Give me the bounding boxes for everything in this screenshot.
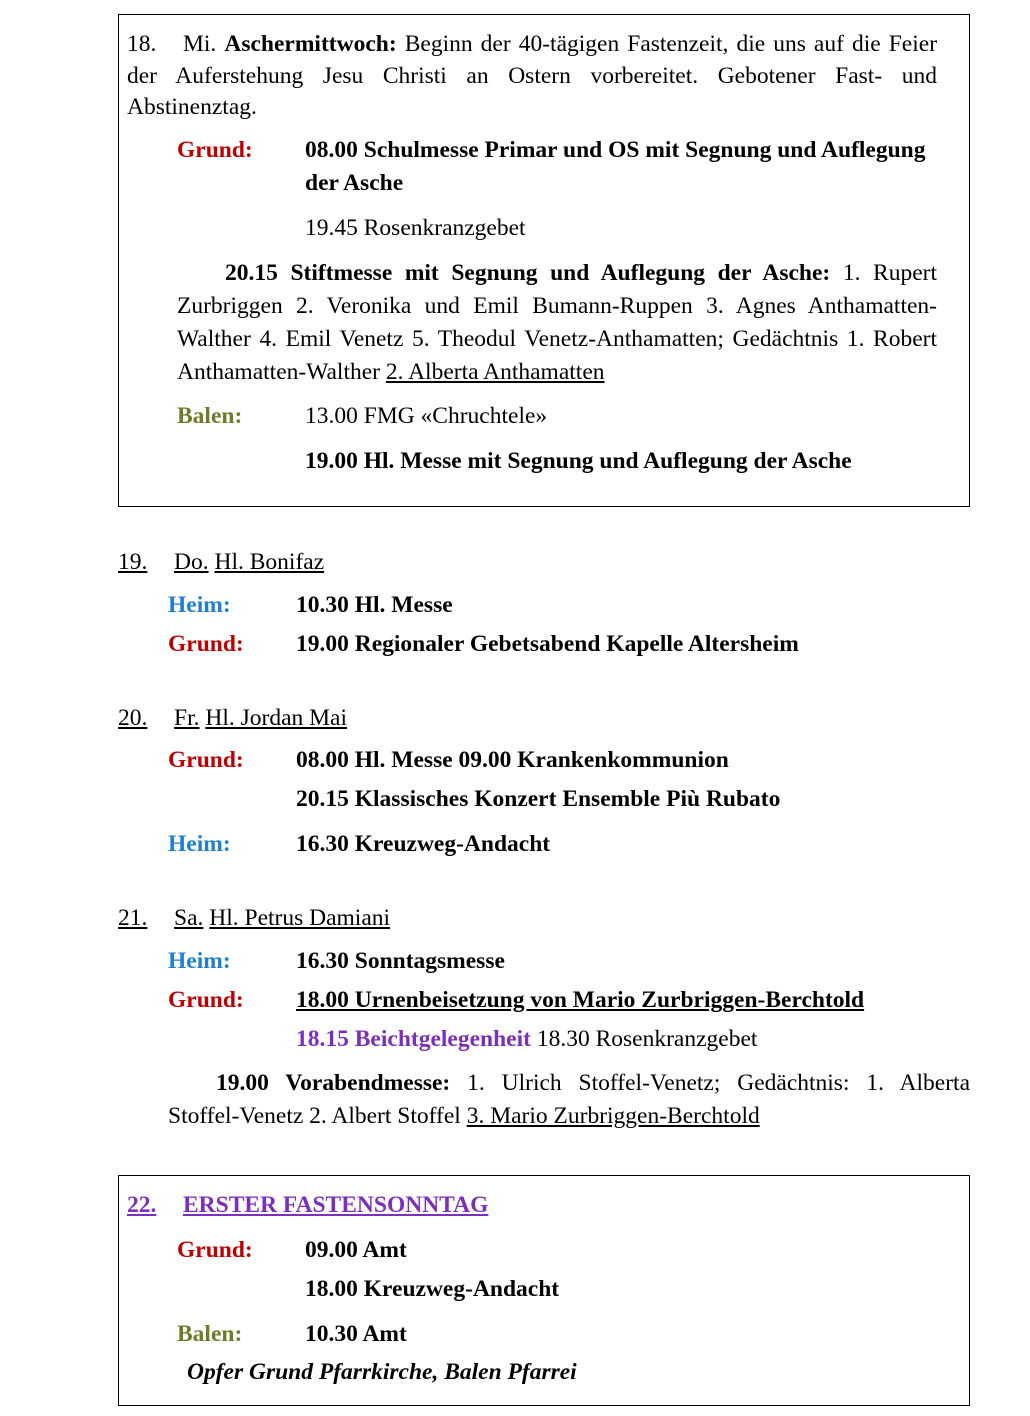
entry-18-stiftmesse-underlined: 2. Alberta Anthamatten	[385, 358, 605, 385]
entry-22-grund-text: 09.00 Amt	[305, 1237, 407, 1264]
entry-22-row-balen	[127, 1318, 937, 1351]
entry-18-stiftmesse-label: 20.15 Stiftmesse mit Segnung und Auflegung der Asche:	[225, 259, 831, 286]
entry-20-row-heim	[118, 828, 970, 861]
label-grund: Grund:	[177, 1237, 253, 1264]
entry-21-vorabend-underlined: 3. Mario Zurbriggen-Berchtold	[466, 1103, 760, 1130]
entry-18-row-balen	[127, 400, 937, 433]
entry-21-heading	[118, 903, 970, 935]
entry-21-beicht-label: 18.15 Beichtgelegenheit	[296, 1025, 531, 1052]
entry-20-heading	[118, 703, 970, 735]
entry-22-kreuzweg: 18.00 Kreuzweg-Andacht	[305, 1276, 560, 1303]
label-grund: Grund:	[168, 630, 244, 657]
entry-21-day: Sa.	[174, 905, 204, 932]
label-heim: Heim:	[168, 831, 231, 858]
entry-18-rosenkranz: 19.45 Rosenkranzgebet	[305, 214, 526, 241]
entry-21-number: 21.	[118, 905, 148, 932]
entry-19-day: Do.	[174, 549, 209, 576]
entry-18-grund-text: 08.00 Schulmesse Primar und OS mit Segnung und Auflegung der Asche	[305, 137, 926, 197]
entry-19-grund-text: 19.00 Regionaler Gebetsabend Kapelle Altersheim	[296, 630, 799, 657]
entry-18-heading	[127, 29, 937, 124]
entry-18-day: Mi.	[183, 31, 217, 57]
label-balen: Balen:	[177, 1320, 243, 1347]
entry-20-day: Fr.	[174, 704, 200, 731]
entry-22-title: ERSTER FASTENSONNTAG	[183, 1192, 489, 1219]
entry-21	[118, 903, 970, 1133]
entry-21-row-heim	[118, 945, 970, 978]
entry-20-title: Hl. Jordan Mai	[205, 704, 347, 731]
entry-19-heading	[118, 547, 970, 579]
entry-20	[118, 703, 970, 861]
entry-18-stiftmesse	[127, 257, 937, 389]
entry-18-number: 18.	[127, 31, 157, 57]
entry-22-row-grund	[127, 1234, 937, 1267]
entry-18-title: Aschermittwoch:	[224, 31, 397, 57]
entry-20-row-grund	[118, 744, 970, 777]
entry-18-stiftmesse-names: 1. Rupert Zurbriggen 2. Veronika und Emil Bumann-Ruppen 3. Agnes Anthamatten-Walther 4. Emil Venetz 5. Theodul Venetz-Anthamatten; Gedächtnis 1. Robert Anthamatten-Walther	[177, 259, 937, 385]
entry-22-balen-text: 10.30 Amt	[305, 1320, 407, 1347]
entry-20-konzert: 20.15 Klassisches Konzert Ensemble Più Rubato	[296, 786, 781, 813]
entry-box-18	[118, 14, 970, 507]
entry-19-row-grund	[118, 628, 970, 661]
entry-19	[118, 547, 970, 661]
entry-21-title: Hl. Petrus Damiani	[209, 905, 391, 932]
entry-18-balen-text: 13.00 FMG «Chruchtele»	[305, 403, 548, 430]
entry-20-grund-text: 08.00 Hl. Messe 09.00 Krankenkommunion	[296, 747, 729, 774]
label-grund: Grund:	[177, 137, 253, 164]
entry-22-heading	[127, 1190, 937, 1222]
entry-19-heim-text: 10.30 Hl. Messe	[296, 591, 453, 618]
entry-18-balen-messe: 19.00 Hl. Messe mit Segnung und Auflegung der Asche	[305, 448, 852, 475]
label-grund: Grund:	[168, 986, 244, 1013]
entry-19-number: 19.	[118, 549, 148, 576]
entry-21-beicht-row	[118, 1023, 970, 1056]
label-heim: Heim:	[168, 591, 231, 618]
entry-22-footer: Opfer Grund Pfarrkirche, Balen Pfarrei	[187, 1358, 577, 1385]
label-balen: Balen:	[177, 403, 243, 430]
entry-21-vorabendmesse	[118, 1067, 970, 1133]
entry-21-row-grund	[118, 984, 970, 1017]
entry-20-heim-text: 16.30 Kreuzweg-Andacht	[296, 831, 551, 858]
entry-18-row-grund	[127, 134, 937, 200]
entry-21-heim-text: 16.30 Sonntagsmesse	[296, 947, 505, 974]
entry-19-row-heim	[118, 589, 970, 622]
label-heim: Heim:	[168, 947, 231, 974]
entry-21-vorabend-label: 19.00 Vorabendmesse:	[216, 1070, 451, 1097]
entry-box-22	[118, 1175, 970, 1406]
entry-20-number: 20.	[118, 704, 148, 731]
entry-21-grund-text: 18.00 Urnenbeisetzung von Mario Zurbriggen-Berchtold	[296, 986, 865, 1013]
entry-22-number: 22.	[127, 1192, 157, 1219]
entry-21-beicht-rest: 18.30 Rosenkranzgebet	[536, 1025, 758, 1052]
label-grund: Grund:	[168, 747, 244, 774]
entry-18-description: Beginn der 40-tägigen Fastenzeit, die uns auf die Feier der Auferstehung Jesu Christi an Ostern vorbereitet. Gebotener Fast- und Abstinenztag.	[127, 31, 938, 121]
entry-21-vorabend-text: 1. Ulrich Stoffel-Venetz; Gedächtnis: 1. Alberta Stoffel-Venetz 2. Albert Stoffel	[168, 1070, 971, 1130]
entry-19-title: Hl. Bonifaz	[214, 549, 325, 576]
